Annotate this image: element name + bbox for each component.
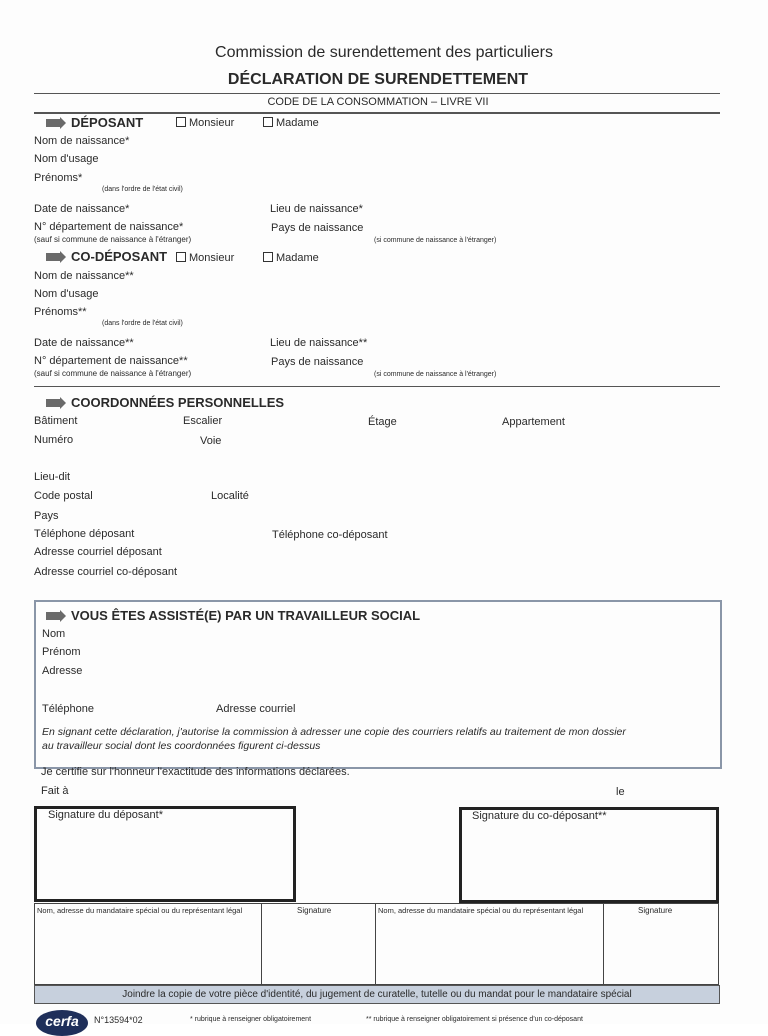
arrow-icon [46, 253, 60, 261]
field-label-mail-deposant: Adresse courriel déposant [34, 546, 162, 558]
checkbox-madame-codeposant[interactable] [263, 252, 319, 264]
arrow-icon [46, 612, 60, 620]
field-hint: (dans l'ordre de l'état civil) [102, 186, 183, 193]
field-label-date-naissance: Date de naissance* [34, 203, 130, 215]
field-label-prenoms: Prénoms** [34, 306, 87, 318]
checkbox-label: Monsieur [189, 252, 235, 264]
field-label-localite: Localité [211, 490, 249, 502]
field-label-tel-codeposant: Téléphone co-déposant [272, 529, 388, 541]
section-heading-social: VOUS ÊTES ASSISTÉ(E) PAR UN TRAVAILLEUR SOCIAL [71, 608, 421, 623]
field-label-lieu-naissance: Lieu de naissance* [270, 203, 363, 215]
field-label-nom-naissance: Nom de naissance** [34, 270, 134, 282]
field-label-date-naissance: Date de naissance** [34, 337, 134, 349]
field-label-lieu-naissance: Lieu de naissance** [270, 337, 368, 349]
code-reference: CODE DE LA CONSOMMATION – LIVRE VII [267, 96, 489, 108]
field-hint: (sauf si commune de naissance à l'étranger) [34, 369, 192, 378]
field-label-pays-naissance: Pays de naissance [271, 356, 364, 368]
attachment-instructions: Joindre la copie de votre pièce d'identité, du jugement de curatelle, tutelle ou du mandat pour le mandataire spécial [34, 985, 720, 1004]
authorization-note: au travailleur social dont les coordonnées figurent ci-dessus [42, 740, 321, 752]
field-label-etage: Étage [368, 416, 397, 428]
divider [34, 93, 720, 94]
checkbox-label: Madame [276, 117, 319, 129]
field-label-adresse: Adresse [42, 665, 83, 677]
checkbox-madame[interactable] [263, 117, 319, 129]
field-label-prenom: Prénom [42, 646, 81, 658]
field-label-batiment: Bâtiment [34, 415, 78, 427]
field-label-telephone: Téléphone [42, 703, 94, 715]
checkbox-monsieur[interactable] [176, 117, 234, 129]
checkbox-icon [263, 252, 273, 262]
field-label-numero: Numéro [34, 434, 74, 446]
mandataire-box-2[interactable] [375, 903, 604, 985]
field-label-departement: N° département de naissance* [34, 221, 184, 233]
section-heading-coordonnees: COORDONNÉES PERSONNELLES [71, 395, 285, 410]
checkbox-icon [263, 117, 273, 127]
field-label-mail-codeposant: Adresse courriel co-déposant [34, 566, 178, 578]
mandataire-label-2: Nom, adresse du mandataire spécial ou du représentant légal [378, 906, 584, 915]
arrow-icon [46, 119, 60, 127]
footnote-1: * rubrique à renseigner obligatoirement [190, 1016, 312, 1023]
mandataire-signature-box-2[interactable] [603, 903, 719, 985]
field-label-nom-naissance: Nom de naissance* [34, 135, 130, 147]
field-hint: (si commune de naissance à l'étranger) [374, 371, 497, 378]
field-label-code-postal: Code postal [34, 490, 93, 502]
section-heading-codeposant: CO-DÉPOSANT [71, 249, 168, 264]
signature-label-2: Signature [638, 906, 673, 915]
field-label-tel-deposant: Téléphone déposant [34, 528, 135, 540]
field-label-fait-a: Fait à [41, 785, 69, 797]
field-label-nom-usage: Nom d'usage [34, 288, 99, 300]
signature-label-deposant: Signature du déposant* [48, 809, 163, 821]
checkbox-label: Madame [276, 252, 319, 264]
cerfa-logo: cerfa [36, 1010, 88, 1036]
section-heading-deposant: DÉPOSANT [71, 115, 144, 130]
field-label-departement: N° département de naissance** [34, 355, 188, 367]
mandataire-label-1: Nom, adresse du mandataire spécial ou du représentant légal [37, 906, 243, 915]
footnote-2: ** rubrique à renseigner obligatoirement si présence d'un co-déposant [366, 1016, 583, 1023]
field-label-escalier: Escalier [183, 415, 223, 427]
field-label-appartement: Appartement [502, 416, 565, 428]
field-hint: (si commune de naissance à l'étranger) [374, 237, 497, 244]
checkbox-icon [176, 252, 186, 262]
certification-text: Je certifie sur l'honneur l'exactitude des informations déclarées. [41, 766, 350, 778]
field-label-prenoms: Prénoms* [34, 172, 83, 184]
checkbox-icon [176, 117, 186, 127]
form-subtitle: DÉCLARATION DE SURENDETTEMENT [227, 71, 529, 88]
field-label-le: le [616, 786, 625, 798]
field-label-courriel: Adresse courriel [216, 703, 296, 715]
form-title: Commission de surendettement des particuliers [215, 44, 553, 61]
divider [34, 112, 720, 114]
field-label-pays-naissance: Pays de naissance [271, 222, 364, 234]
signature-label-codeposant: Signature du co-déposant** [472, 810, 607, 822]
mandataire-signature-box-1[interactable] [261, 903, 376, 985]
field-label-pays: Pays [34, 510, 59, 522]
arrow-icon [46, 399, 60, 407]
checkbox-label: Monsieur [189, 117, 235, 129]
cerfa-number: N°13594*02 [94, 1015, 143, 1025]
authorization-note: En signant cette déclaration, j'autorise la commission à adresser une copie des courriers relatifs au traitement de mon dossier [42, 726, 626, 738]
field-label-lieu-dit: Lieu-dit [34, 471, 71, 483]
divider [34, 386, 720, 387]
mandataire-box-1[interactable] [34, 903, 262, 985]
field-hint: (dans l'ordre de l'état civil) [102, 320, 183, 327]
signature-label-1: Signature [297, 906, 332, 915]
field-hint: (sauf si commune de naissance à l'étranger) [34, 235, 192, 244]
field-label-voie: Voie [200, 435, 222, 447]
checkbox-monsieur-codeposant[interactable] [176, 252, 234, 264]
field-label-nom: Nom [42, 628, 66, 640]
field-label-nom-usage: Nom d'usage [34, 153, 99, 165]
